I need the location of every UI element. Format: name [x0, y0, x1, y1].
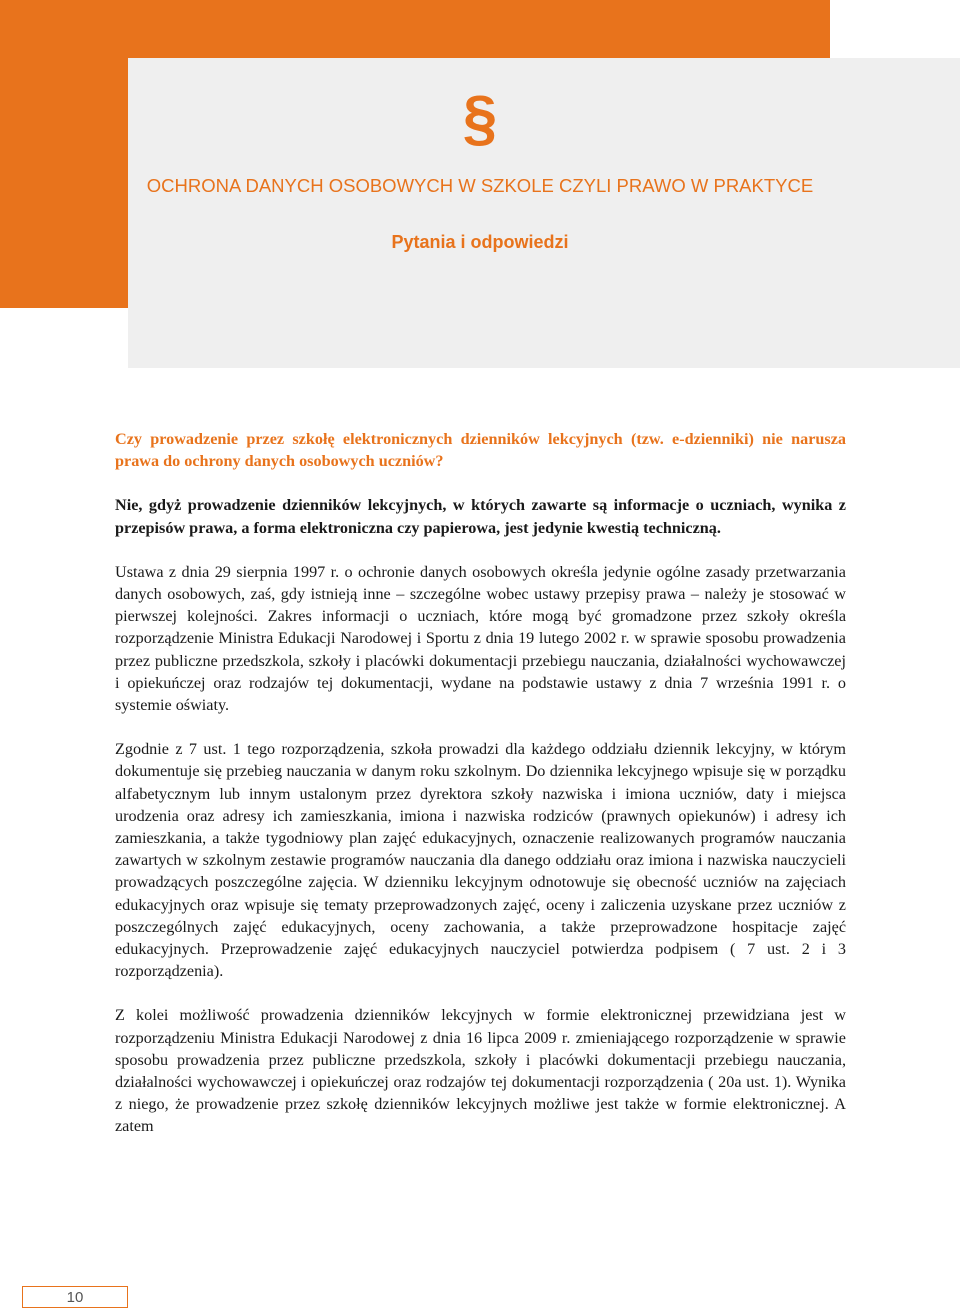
document-subtitle: Pytania i odpowiedzi [391, 232, 569, 252]
paragraph-2: Zgodnie z 7 ust. 1 tego rozporządzenia, szkoła prowadzi dla każdego oddziału dziennik lekcyjny, w którym dokumentuje się przebieg nauczania w danym roku szkolnym. Do dziennika lekcyjnego wpisuje się w porządku alfabetycznym lub innym ustalonym przez dyrektora szkoły nazwiska i imiona uczniów, daty i miejsca urodzenia oraz adresy ich zamieszkania, imiona i nazwiska rodziców (prawnych opiekunów) i adresy ich zamieszkania, a także tygodniowy plan zajęć edukacyjnych, oznaczenie realizowanych programów nauczania zawartych w szkolnym zestawie programów nauczania dla danego oddziału oraz imiona i nazwiska nauczycieli prowadzących poszczególne zajęcia. W dzienniku lekcyjnym odnotowuje się obecność uczniów na zajęciach edukacyjnych oraz wpisuje się tematy przeprowadzonych zajęć, oceny i zaliczenia uzyskane przez uczniów z poszczególnych zajęć edukacyjnych, oceny zachowania, a także przeprowadzone hospitacje zajęć edukacyjnych. Przeprowadzenie zajęć edukacyjnych nauczyciel potwierdza podpisem ( 7 ust. 2 i 3 rozporządzenia). [115, 740, 846, 981]
article-body [115, 428, 846, 1138]
document-title: OCHRONA DANYCH OSOBOWYCH W SZKOLE CZYLI PRAWO W PRAKTYCE [146, 175, 814, 196]
section-symbol: § [462, 84, 498, 153]
answer-text: Nie, gdyż prowadzenie dzienników lekcyjnych, w których zawarte są informacje o uczniach, wynika z przepisów prawa, a forma elektroniczna czy papierowa, jest jedynie kwestią techniczną. [115, 496, 846, 537]
paragraph-1: Ustawa z dnia 29 sierpnia 1997 r. o ochronie danych osobowych określa jedynie ogólne zasady przetwarzania danych osobowych, zaś, gdy istnieją inne – szczególne wobec ustawy przepisy prawa – należy je stosować w pierwszej kolejności. Zakres informacji o uczniach, które mogą być gromadzone przez szkoły określa rozporządzenie Ministra Edukacji Narodowej i Sportu z dnia 19 lutego 2002 r. w sprawie sposobu prowadzenia przez publiczne przedszkola, szkoły i placówki dokumentacji przebiegu nauczania, działalności wychowawczej i opiekuńczej oraz rodzajów tej dokumentacji, wydane na podstawie ustawy z dnia 7 września 1991 r. o systemie oświaty. [115, 562, 846, 715]
page-number: 10 [22, 1286, 128, 1308]
paragraph-3: Z kolei możliwość prowadzenia dzienników lekcyjnych w formie elektronicznej przewidziana jest w rozporządzeniu Ministra Edukacji Narodowej z dnia 16 lipca 2009 r. zmieniającego rozporządzenie w sprawie sposobu prowadzenia przez publiczne przedszkola, szkoły i placówki dokumentacji przebiegu nauczania, działalności wychowawczej i opiekuńczej oraz rodzajów tej dokumentacji rozporządzenia ( 20a ust. 1). Wynika z niego, że prowadzenie przez szkołę dzienników lekcyjnych możliwe jest także w formie elektronicznej. A zatem [115, 1006, 846, 1136]
question-text: Czy prowadzenie przez szkołę elektronicznych dzienników lekcyjnych (tzw. e-dzienniki) nie narusza prawa do ochrony danych osobowych uczniów? [115, 430, 846, 471]
